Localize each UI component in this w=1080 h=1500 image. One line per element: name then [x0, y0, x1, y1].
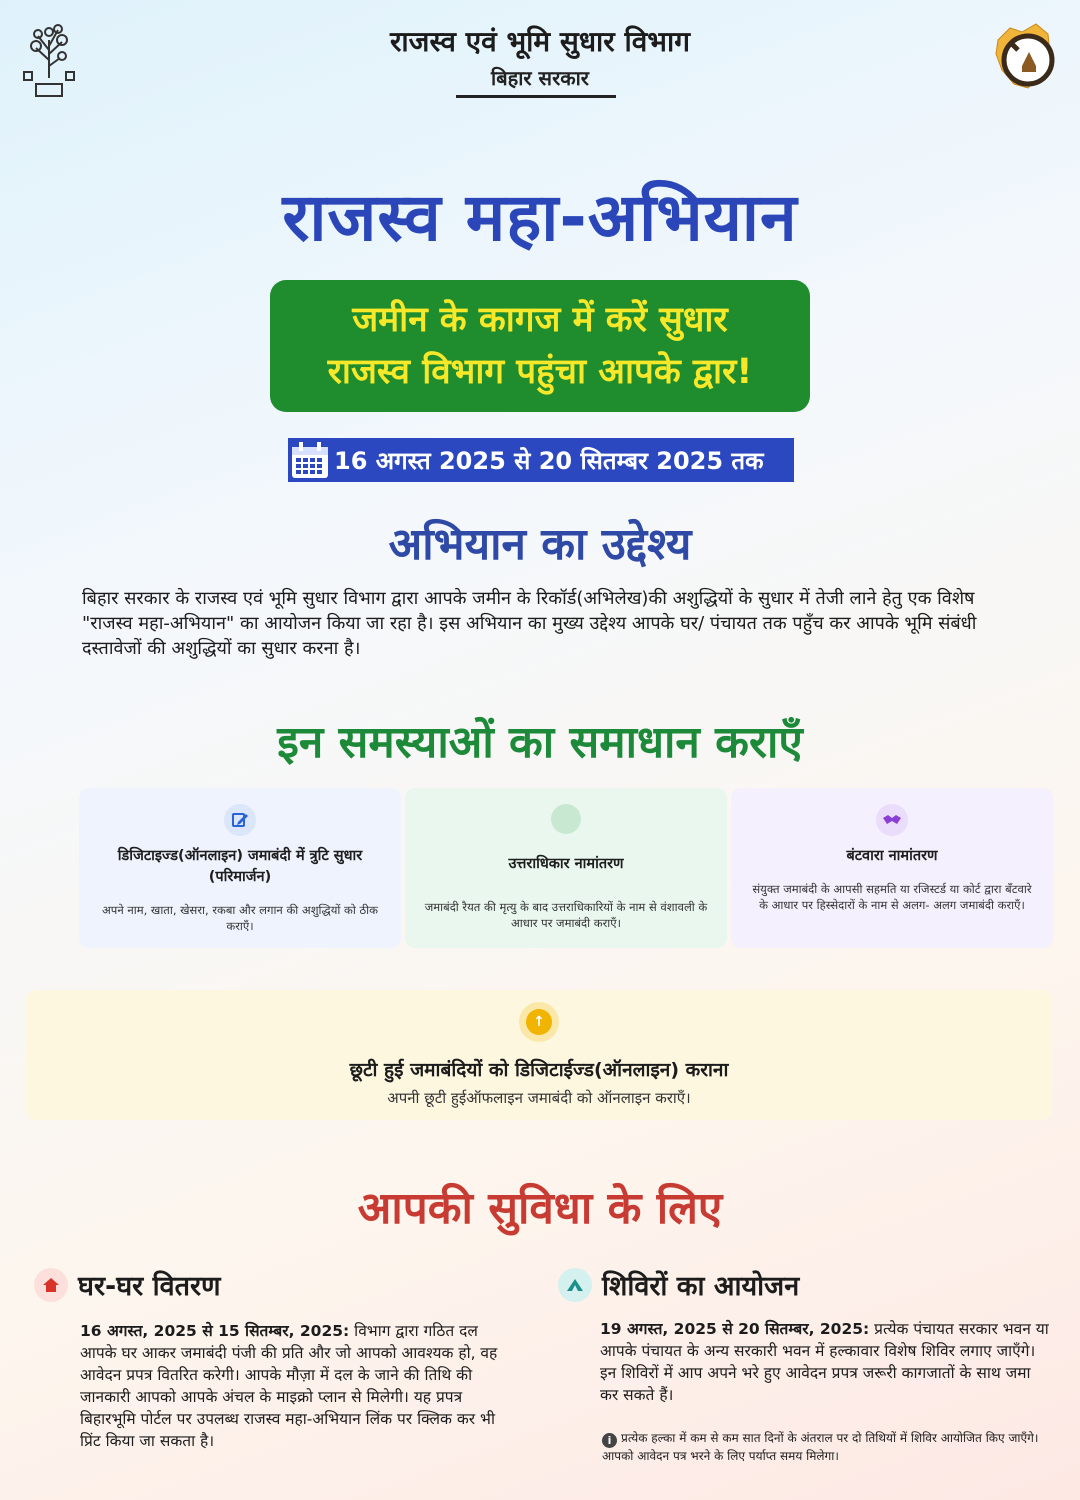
problem-card-correction — [79, 788, 401, 948]
department-title: राजस्व एवं भूमि सुधार विभाग — [389, 25, 691, 58]
camp-paragraph — [600, 1318, 1050, 1406]
card-title: डिजिटाइज्ड(ऑनलाइन) जमाबंदी में त्रुटि सुधार (परिमार्जन) — [117, 848, 363, 885]
home-delivery-paragraph — [80, 1320, 510, 1452]
date-range-text: 16 अगस्त 2025 से 20 सितम्बर 2025 तक — [334, 446, 764, 475]
card-description: जमाबंदी रैयत की मृत्यु के बाद उत्तराधिकारियों के नाम से वंशावली के आधार पर जमाबंदी कराएँ। — [424, 900, 708, 930]
card-description: अपनी छूटी हुईऑफलाइन जमाबंदी को ऑनलाइन कराएँ। — [387, 1089, 691, 1107]
problem-card-partition — [731, 788, 1053, 948]
section-heading-text: शिविरों का आयोजन — [602, 1271, 800, 1302]
cloud-upload-icon: ↑ — [526, 1009, 552, 1035]
problem-card-succession — [405, 788, 727, 948]
cloud-upload-icon-wrap — [519, 1002, 559, 1042]
home-delivery-text: विभाग द्वारा गठित दल आपके घर आकर जमाबंदी पंजी की प्रति और जो आपको आवश्यक हो, वह आवेदन प्रपत्र वितरित करेगी। आपके मौज़ा में दल के जाने की तिथि की जानकारी आपको आपके अंचल के माइक्रो प्लान से मिलेगी। यह प्रपत्र बिहारभूमि पोर्टल पर उपलब्ध राजस्व महा-अभियान लिंक पर क्लिक कर भी प्रिंट किया जा सकता है। — [80, 1322, 498, 1450]
card-title: बंटवारा नामांतरण — [846, 848, 938, 864]
card-description: अपने नाम, खाता, खेसरा, रकबा और लगान की अशुद्धियों को ठीक कराएँ। — [102, 903, 378, 933]
convenience-heading: आपकी सुविधा के लिए — [357, 1183, 723, 1234]
slogan-line-1: जमीन के कागज में करें सुधार — [352, 300, 728, 340]
slogan-banner — [270, 280, 810, 412]
camp-note-text: प्रत्येक हल्का में कम से कम सात दिनों के अंतराल पर दो तिथियों में शिविर आयोजित किए जाएँगे। आपको आवेदन पत्र भरने के लिए पर्याप्त समय मिलेगा। — [602, 1431, 1039, 1463]
campaign-title: राजस्व महा-अभियान — [282, 179, 798, 256]
card-title: उत्तराधिकार नामांतरण — [508, 856, 624, 872]
bihar-map-logo-icon — [992, 14, 1056, 98]
slogan-line-2: राजस्व विभाग पहुंचा आपके द्वार! — [327, 352, 753, 392]
card-description: संयुक्त जमाबंदी के आपसी सहमति या रजिस्टर्ड या कोर्ट द्वारा बँटवारे के आधार पर हिस्सेदारों के नाम से अलग- अलग जमाबंदी कराएँ। — [752, 882, 1032, 912]
handshake-icon — [876, 804, 908, 836]
home-delivery-heading — [34, 1266, 221, 1303]
department-subtitle: बिहार सरकार — [491, 66, 589, 90]
camp-note — [602, 1430, 1052, 1465]
edit-icon — [224, 804, 256, 836]
objective-paragraph: बिहार सरकार के राजस्व एवं भूमि सुधार विभाग द्वारा आपके जमीन के रिकॉर्ड(अभिलेख)की अशुद्धियों के सुधार में तेजी लाने हेतु एक विशेष "राजस्व महा-अभियान" का आयोजन किया जा रहा है। इस अभियान का मुख्य उद्देश्य आपके घर/ पंचायत तक पहुँच कर आपके भूमि संबंधी दस्तावेजों की अशुद्धियों का सुधार करना है। — [82, 588, 977, 659]
section-heading-text: घर-घर वितरण — [78, 1271, 221, 1302]
camp-dates: 19 अगस्त, 2025 से 20 सितम्बर, 2025: — [600, 1320, 870, 1338]
family-icon — [551, 804, 581, 834]
problem-card-digitize — [26, 990, 1052, 1120]
camp-text: प्रत्येक पंचायत सरकार भवन या आपके पंचायत के अन्य सरकारी भवन में हल्कावार विशेष शिविर लगाए जाएँगे। इन शिविरों में आप अपने भरे हुए आवेदन प्रपत्र जरूरी कागजातों के साथ जमा कर सकते हैं। — [600, 1320, 1049, 1404]
date-range-bar — [288, 438, 794, 482]
camp-heading — [558, 1266, 799, 1303]
card-title: छूटी हुई जमाबंदियों को डिजिटाईज्ड(ऑनलाइन) कराना — [349, 1059, 729, 1081]
objective-heading: अभियान का उद्देश्य — [388, 519, 692, 570]
calendar-icon — [290, 440, 330, 480]
camp-tent-icon — [558, 1268, 592, 1302]
title-underline — [456, 95, 616, 98]
problems-heading: इन समस्याओं का समाधान कराएँ — [277, 717, 803, 768]
info-icon: i — [602, 1433, 617, 1448]
home-icon — [34, 1268, 68, 1302]
home-delivery-dates: 16 अगस्त, 2025 से 15 सितम्बर, 2025: — [80, 1322, 350, 1340]
